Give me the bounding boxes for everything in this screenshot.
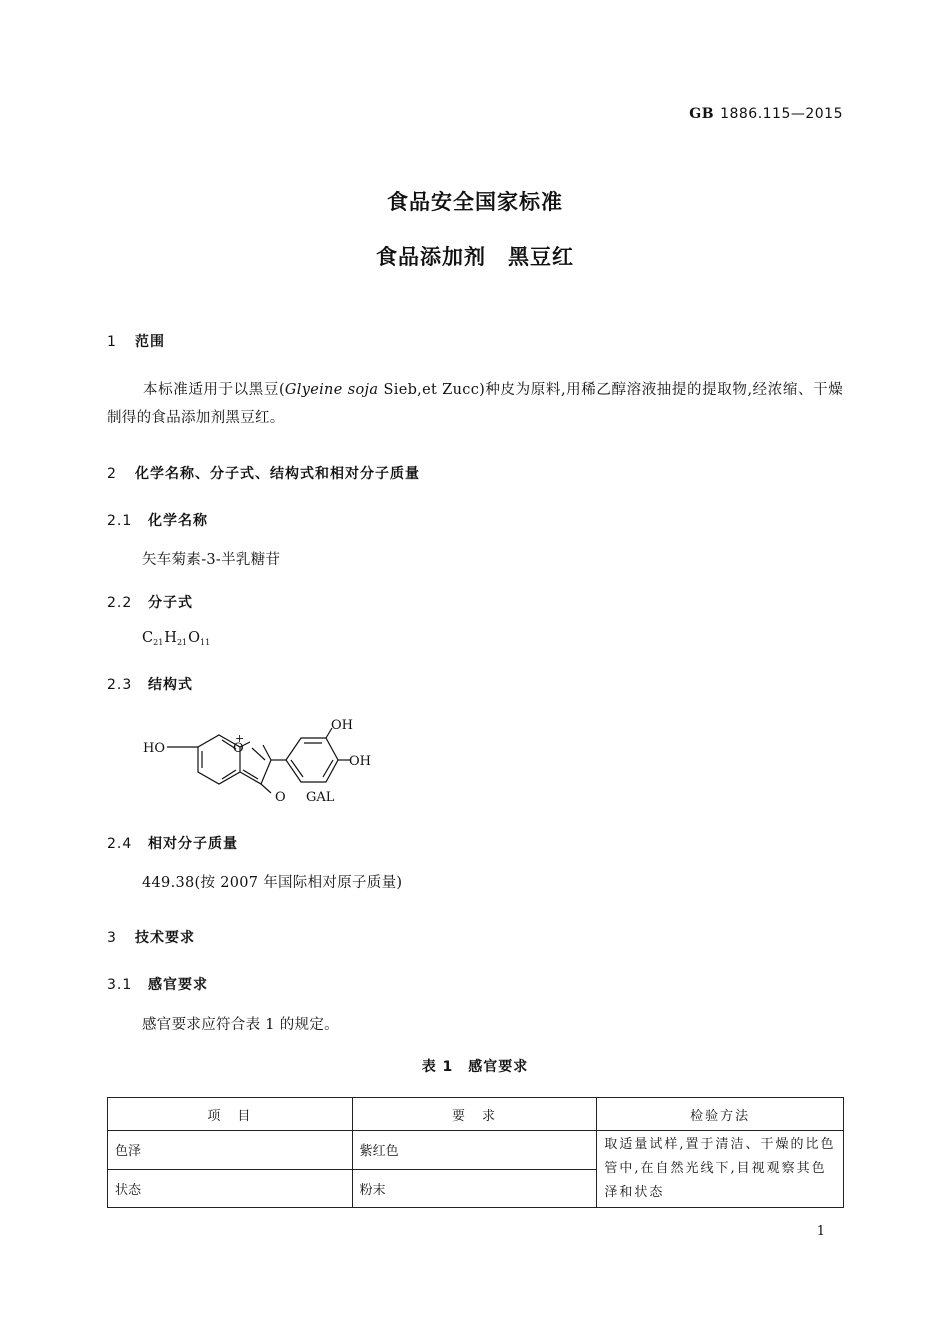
phenyl-ring	[286, 738, 338, 782]
sensory-requirements-table	[107, 1097, 844, 1208]
document-subtitle: 食品添加剂 黑豆红	[376, 245, 574, 269]
subscript: 11	[200, 638, 211, 647]
section-3-heading	[107, 927, 195, 947]
label-oh-top: OH	[331, 718, 353, 733]
label-ho: HO	[143, 741, 165, 756]
section-number: 1	[107, 334, 117, 350]
subscript: 21	[153, 638, 164, 647]
subsection-title: 感官要求	[148, 977, 208, 993]
standard-code: 1886.115—2015	[720, 106, 843, 122]
column-header-requirement: 要 求	[352, 1098, 597, 1131]
latin-name: Glyeine soja	[284, 382, 379, 398]
bond	[261, 784, 271, 793]
subscript: 21	[176, 638, 188, 647]
label-ring-oxygen: O	[233, 741, 244, 756]
label-oxygen: O	[275, 790, 286, 805]
section-title: 范围	[135, 334, 165, 350]
subsection-number: 2.4	[107, 836, 133, 852]
cell-method: 取适量试样,置于清洁、干燥的比色管中,在自然光线下,目视观察其色泽和状态	[597, 1131, 844, 1208]
para-text: Sieb,et Zucc)种皮为原料,用稀乙醇溶液抽提的提取物,经浓缩、干燥制得的食品添加剂黑豆红。	[107, 382, 843, 426]
subsection-2-4-heading	[107, 833, 238, 853]
cell-item: 状态	[108, 1169, 353, 1208]
label-plus: +	[235, 732, 245, 745]
double-bond	[291, 760, 303, 777]
label-oh-right: OH	[349, 754, 371, 769]
double-bond	[252, 748, 265, 760]
section-title: 技术要求	[135, 930, 195, 946]
element-h: H	[164, 630, 177, 646]
standard-prefix: GB	[689, 106, 715, 122]
double-bond	[323, 760, 333, 777]
molecular-weight: 449.38(按 2007 年国际相对原子质量)	[142, 875, 403, 891]
section-title: 化学名称、分子式、结构式和相对分子质量	[135, 466, 420, 482]
subsection-number: 2.2	[107, 595, 133, 611]
subsection-3-1-heading	[107, 974, 208, 994]
para-text: 本标准适用于以黑豆(	[143, 382, 285, 398]
chemical-name: 矢车菊素-3-半乳糖苷	[142, 552, 281, 568]
document-title: 食品安全国家标准	[387, 190, 563, 214]
element-c: C	[142, 630, 154, 646]
sensory-intro: 感官要求应符合表 1 的规定。	[142, 1017, 339, 1033]
subsection-title: 结构式	[148, 677, 193, 693]
table-header-row	[108, 1098, 844, 1131]
label-gal: GAL	[306, 790, 335, 805]
subsection-number: 3.1	[107, 977, 133, 993]
subsection-title: 化学名称	[148, 513, 208, 529]
column-header-method: 检验方法	[597, 1098, 844, 1131]
section-number: 3	[107, 930, 117, 946]
element-o: O	[188, 630, 201, 646]
table-caption: 表 1 感官要求	[421, 1059, 529, 1075]
subsection-number: 2.3	[107, 677, 133, 693]
cell-requirement: 紫红色	[352, 1131, 597, 1170]
column-header-item: 项 目	[108, 1098, 353, 1131]
subsection-title: 分子式	[148, 595, 193, 611]
cell-requirement: 粉末	[352, 1169, 597, 1208]
subsection-number: 2.1	[107, 513, 133, 529]
subsection-title: 相对分子质量	[148, 836, 238, 852]
table-row	[108, 1131, 844, 1170]
molecule-bonds	[167, 728, 350, 793]
page-number: 1	[816, 1224, 825, 1239]
section-number: 2	[107, 466, 117, 482]
cell-item: 色泽	[108, 1131, 353, 1170]
